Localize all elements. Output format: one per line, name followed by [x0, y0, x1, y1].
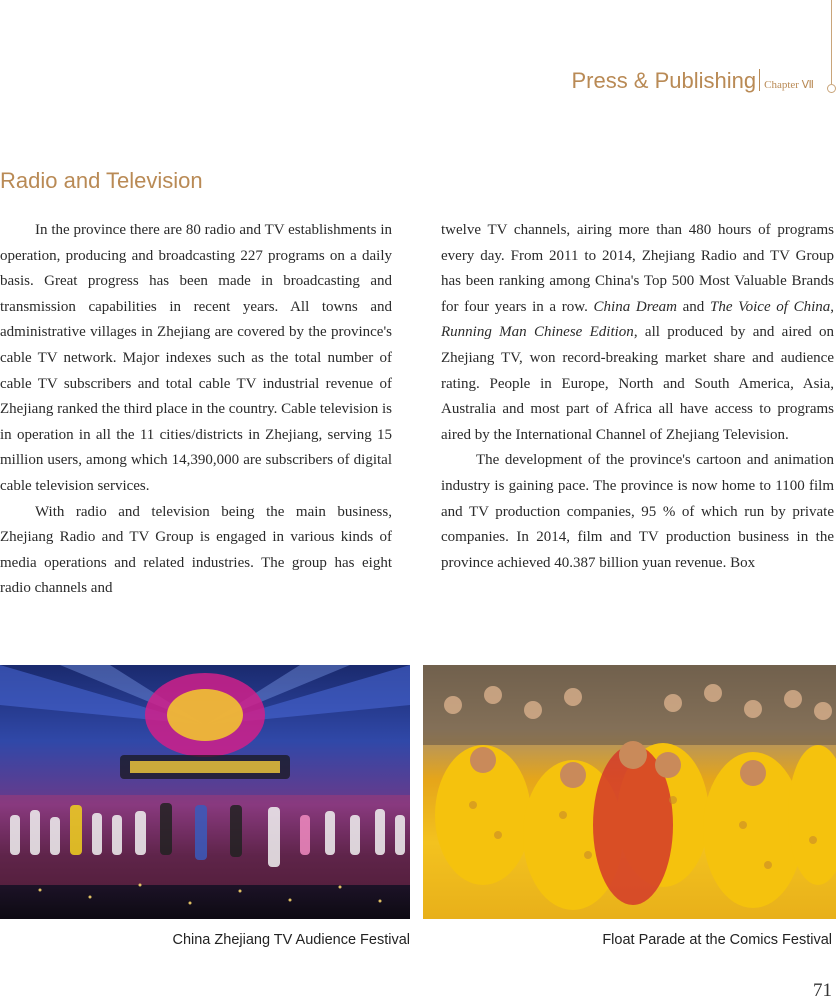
paragraph: twelve TV channels, airing more than 480 hours of programs every day. From 2011 to 2014, Zhejiang Radio and TV Group has been ranking among China's Top 500 Most Valuable Brands for four years in a row. China Dream and The Voice of China, Running Man Chinese Edition, all produced by and aired on Zhejiang TV, won record-breaking market share and audience rating. People in Europe, North and South America, Asia, Australia and most part of Africa all have access to programs aired by the International Channel of Zhejiang Television.: [441, 222, 835, 443]
text-column-left: [0, 218, 392, 602]
paragraph-text: all produced by and aired on Zhejiang TV, won record-breaking market share and audience rating. People in Europe, North and South America, Asia, Australia and most part of Africa all have access to programs aired by the International Channel of Zhejiang Television.: [441, 324, 834, 443]
section-title: Radio and Television: [0, 168, 203, 193]
paragraph: The development of the province's cartoon and animation industry is gaining pace. The province is now home to 1100 film and TV production companies, 95 % of which run by private companies. In 2014, film and TV production business in the province achieved 40.387 billion yuan revenue. Box: [441, 452, 834, 571]
paragraph-text: twelve TV channels, airing more than 480 hours of programs every day. From 2011 to 2014, Zhejiang Radio and TV Group has been ranking among China's Top 500 Most Valuable Brands for four years in a row.: [441, 222, 834, 315]
photo-caption-right: Float Parade at the Comics Festival: [602, 932, 832, 948]
show-title: China Dream: [593, 298, 677, 315]
conjunction: and: [682, 298, 705, 315]
running-header-chapter: Chapter Ⅶ: [764, 79, 814, 91]
header-rule-line: [831, 0, 832, 84]
page-number: 71: [813, 980, 832, 1001]
header-rule-dot: [827, 84, 836, 93]
running-header-title: Press & Publishing: [571, 68, 757, 93]
paragraph: With radio and television being the main business, Zhejiang Radio and TV Group is engaged in various kinds of media operations and related industries. The group has eight radio channels and: [0, 503, 392, 597]
photo-comics-festival-parade: [423, 665, 836, 919]
text-column-right: [441, 218, 834, 576]
paragraph: In the province there are 80 radio and TV establishments in operation, producing and broadcasting 227 programs on a daily basis. Great progress has been made in broadcasting and transmission capabilities in recent years. All towns and administrative villages in Zhejiang are covered by the province's cable TV network. Major indexes such as the total number of cable TV subscribers and total cable TV industrial revenue of Zhejiang ranked the third place in the country. Cable television is in operation in all the 11 cities/districts in Zhejiang, serving 15 million users, among which 14,390,000 are subscribers of digital cable television services.: [0, 222, 392, 494]
running-header: [571, 66, 814, 94]
show-title: Running Man Chinese Edition: [441, 324, 634, 341]
photo-caption-left: China Zhejiang TV Audience Festival: [172, 932, 410, 948]
running-header-separator: [759, 69, 760, 91]
show-title: The Voice of China: [709, 298, 831, 315]
parade-illustration: [423, 665, 836, 919]
stage-illustration: [0, 665, 410, 919]
photo-tv-audience-festival: [0, 665, 410, 919]
